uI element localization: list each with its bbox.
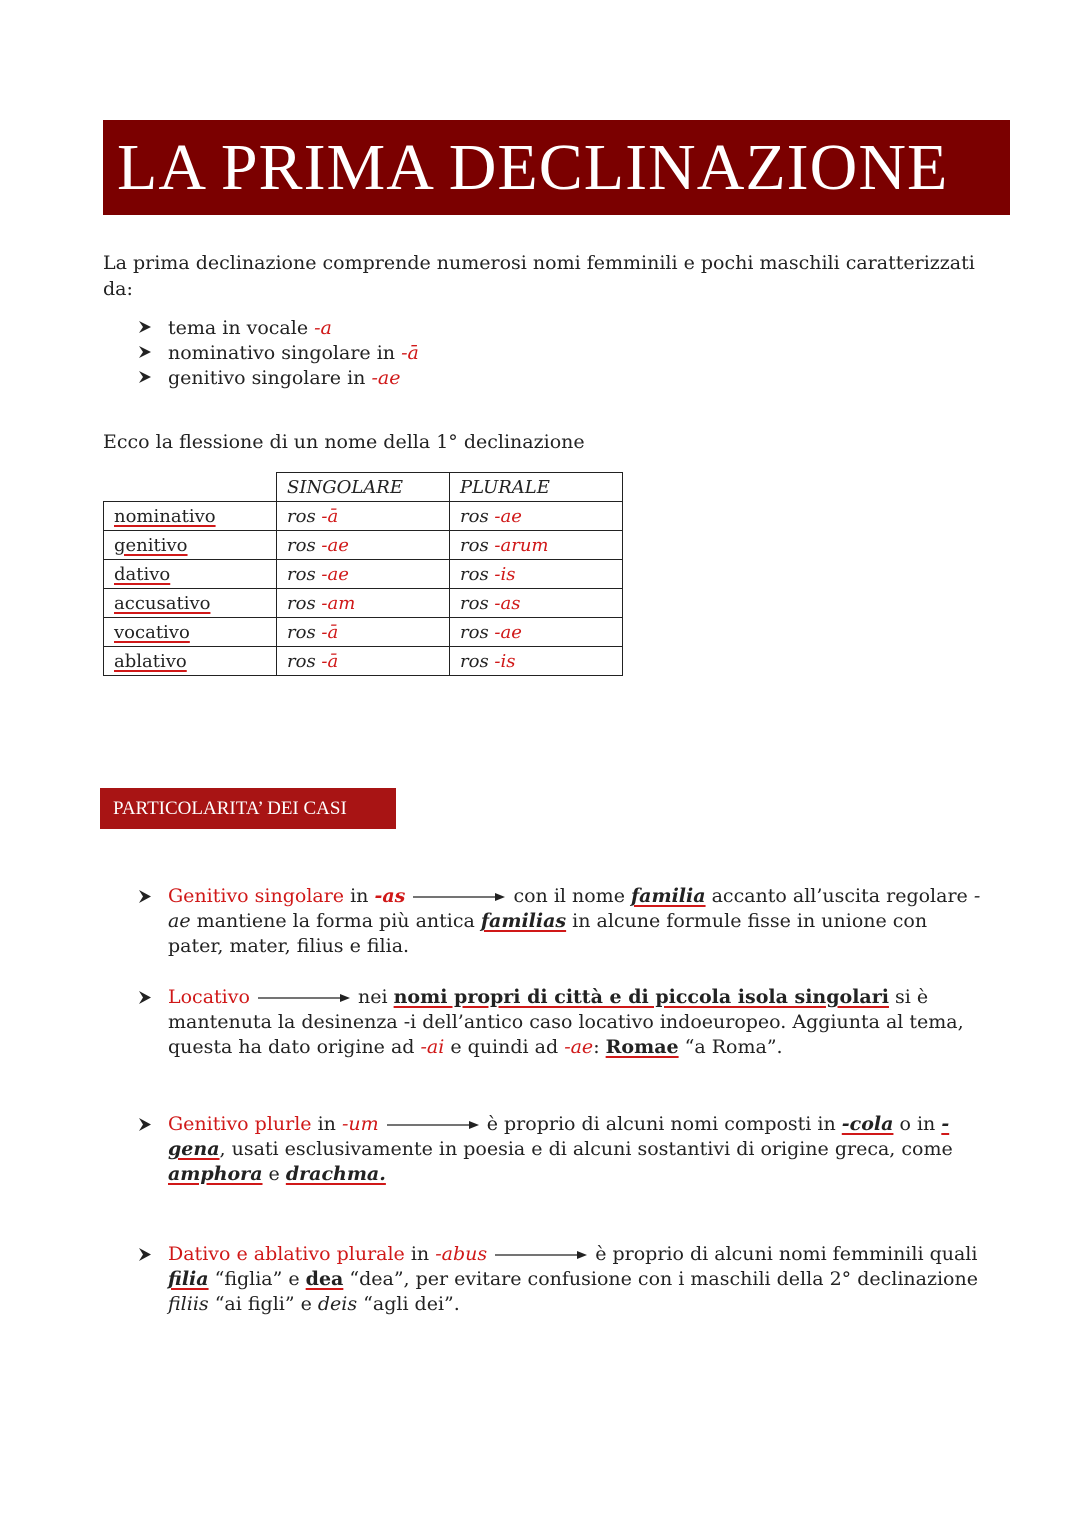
feature-text: tema in vocale <box>168 317 309 339</box>
stem: ros <box>460 621 489 643</box>
arrowhead-bullet-icon <box>138 1242 152 1274</box>
text: con il nome <box>507 885 631 907</box>
list-item <box>138 341 419 366</box>
table-caption: Ecco la flessione di un nome della 1° declinazione <box>103 431 585 453</box>
text: , usati esclusivamente in poesia e di alcuni sostantivi di origine greca, come <box>219 1138 953 1160</box>
ending-plur: -is <box>494 563 516 585</box>
table-row <box>104 502 623 531</box>
in-text: in <box>344 885 375 907</box>
case-ending: -as <box>374 885 406 907</box>
list-item <box>138 366 419 391</box>
case-name: Genitivo singolare <box>168 885 345 907</box>
intro-paragraph: La prima declinazione comprende numerosi nomi femminili e pochi maschili caratterizzati da: <box>103 252 975 300</box>
table-row <box>104 589 623 618</box>
text: è proprio di alcuni nomi femminili quali <box>589 1243 978 1265</box>
term-familias: familias <box>480 910 567 932</box>
ending-ai: -ai <box>420 1036 445 1058</box>
ending-plur: -is <box>494 650 516 672</box>
term-filiis: filiis <box>168 1293 209 1315</box>
term-cola: -cola <box>841 1113 894 1135</box>
term-amphora: amphora <box>168 1163 263 1185</box>
arrow-right-icon <box>385 1119 481 1131</box>
stem: ros <box>287 534 316 556</box>
case-ending: -um <box>341 1113 379 1135</box>
feature-text: nominativo singolare in <box>168 342 396 364</box>
text: nei <box>351 986 394 1008</box>
case-name: Dativo e ablativo plurale <box>168 1243 405 1265</box>
text: accanto all’uscita regolare <box>705 885 974 907</box>
stem: ros <box>287 621 316 643</box>
case-label: vocativo <box>114 621 190 643</box>
text: “a Roma”. <box>678 1036 783 1058</box>
arrowhead-bullet-icon <box>138 341 168 366</box>
arrow-right-icon <box>411 891 507 903</box>
ending-sing: -am <box>321 592 356 614</box>
arrowhead-bullet-icon <box>138 1112 152 1144</box>
arrowhead-bullet-icon <box>138 884 152 916</box>
table-row <box>104 560 623 589</box>
case-label: ablativo <box>114 650 187 672</box>
text: è proprio di alcuni nomi composti in <box>480 1113 842 1135</box>
case-label: dativo <box>114 563 171 585</box>
term-familia: familia <box>631 885 706 907</box>
case-ending: -abus <box>435 1243 488 1265</box>
ending-sing: -ā <box>321 621 339 643</box>
term-nomi-propri: nomi propri di città e di piccola isola singolari <box>393 986 889 1008</box>
list-item-genitivo-plurale <box>138 1112 988 1187</box>
text: “figlia” e <box>208 1268 306 1290</box>
term-romae: Romae <box>605 1036 679 1058</box>
term-deis: deis <box>317 1293 358 1315</box>
ending-sing: -ā <box>321 650 339 672</box>
text: si è mantenuta la desinenza -i dell’antico caso locativo indoeuropeo. Aggiunta al tema, questa ha dato origine ad <box>168 986 964 1058</box>
stem: ros <box>460 592 489 614</box>
stem: ros <box>287 563 316 585</box>
case-label: nominativo <box>114 505 216 527</box>
list-item-genitivo-singolare <box>138 884 988 959</box>
list-item <box>138 316 419 341</box>
term-dea: dea <box>305 1268 344 1290</box>
ending-sing: -ae <box>321 534 349 556</box>
ending-ae: -ae <box>564 1036 594 1058</box>
stem: ros <box>460 563 489 585</box>
list-item-dativo-ablativo <box>138 1242 988 1317</box>
in-text: in <box>311 1113 342 1135</box>
text: e quindi ad <box>444 1036 565 1058</box>
stem: ros <box>287 592 316 614</box>
header-plurale: PLURALE <box>450 473 623 502</box>
text: “dea”, per evitare confusione con i maschili della 2° declinazione <box>343 1268 978 1290</box>
stem: ros <box>287 505 316 527</box>
text: in alcune formule fisse in unione con pater, mater, filius e filia. <box>168 910 928 957</box>
in-text: in <box>404 1243 436 1265</box>
ending-plur: -as <box>494 592 521 614</box>
text: o in <box>893 1113 942 1135</box>
case-name: Locativo <box>168 986 250 1008</box>
ending-sing: -ā <box>321 505 339 527</box>
section-title: PARTICOLARITA’ DEI CASI <box>100 788 396 829</box>
table-corner <box>104 473 277 502</box>
text: : <box>593 1036 606 1058</box>
ending-sing: -ae <box>321 563 349 585</box>
term-filia: filia <box>168 1268 209 1290</box>
ending-plur: -arum <box>494 534 549 556</box>
text: mantiene la forma più antica <box>190 910 481 932</box>
ending-plur: -ae <box>494 621 522 643</box>
arrowhead-bullet-icon <box>138 985 152 1017</box>
page-title: LA PRIMA DECLINAZIONE <box>103 120 1010 215</box>
text: “agli dei”. <box>357 1293 460 1315</box>
ending-ae: -ae <box>168 885 981 932</box>
feature-ending: -a <box>314 317 332 339</box>
stem: ros <box>287 650 316 672</box>
stem: ros <box>460 505 489 527</box>
table-row <box>104 647 623 676</box>
arrow-right-icon <box>493 1249 589 1261</box>
feature-ending: -ā <box>401 342 419 364</box>
text: “ai figli” e <box>208 1293 318 1315</box>
arrowhead-bullet-icon <box>138 316 168 341</box>
stem: ros <box>460 650 489 672</box>
feature-text: genitivo singolare in <box>168 367 366 389</box>
feature-ending: -ae <box>371 367 401 389</box>
declension-table <box>103 472 623 676</box>
stem: ros <box>460 534 489 556</box>
arrow-right-icon <box>256 992 352 1004</box>
ending-plur: -ae <box>494 505 522 527</box>
case-name: Genitivo plurle <box>168 1113 312 1135</box>
case-label: genitivo <box>114 534 188 556</box>
case-label: accusativo <box>114 592 211 614</box>
arrowhead-bullet-icon <box>138 366 168 391</box>
table-header-row <box>104 473 623 502</box>
feature-list <box>138 316 419 391</box>
table-row <box>104 618 623 647</box>
term-gena: -gena <box>168 1113 950 1160</box>
table-row <box>104 531 623 560</box>
list-item-locativo <box>138 985 988 1060</box>
term-drachma: drachma. <box>285 1163 386 1185</box>
header-singolare: SINGOLARE <box>277 473 450 502</box>
text: e <box>262 1163 286 1185</box>
